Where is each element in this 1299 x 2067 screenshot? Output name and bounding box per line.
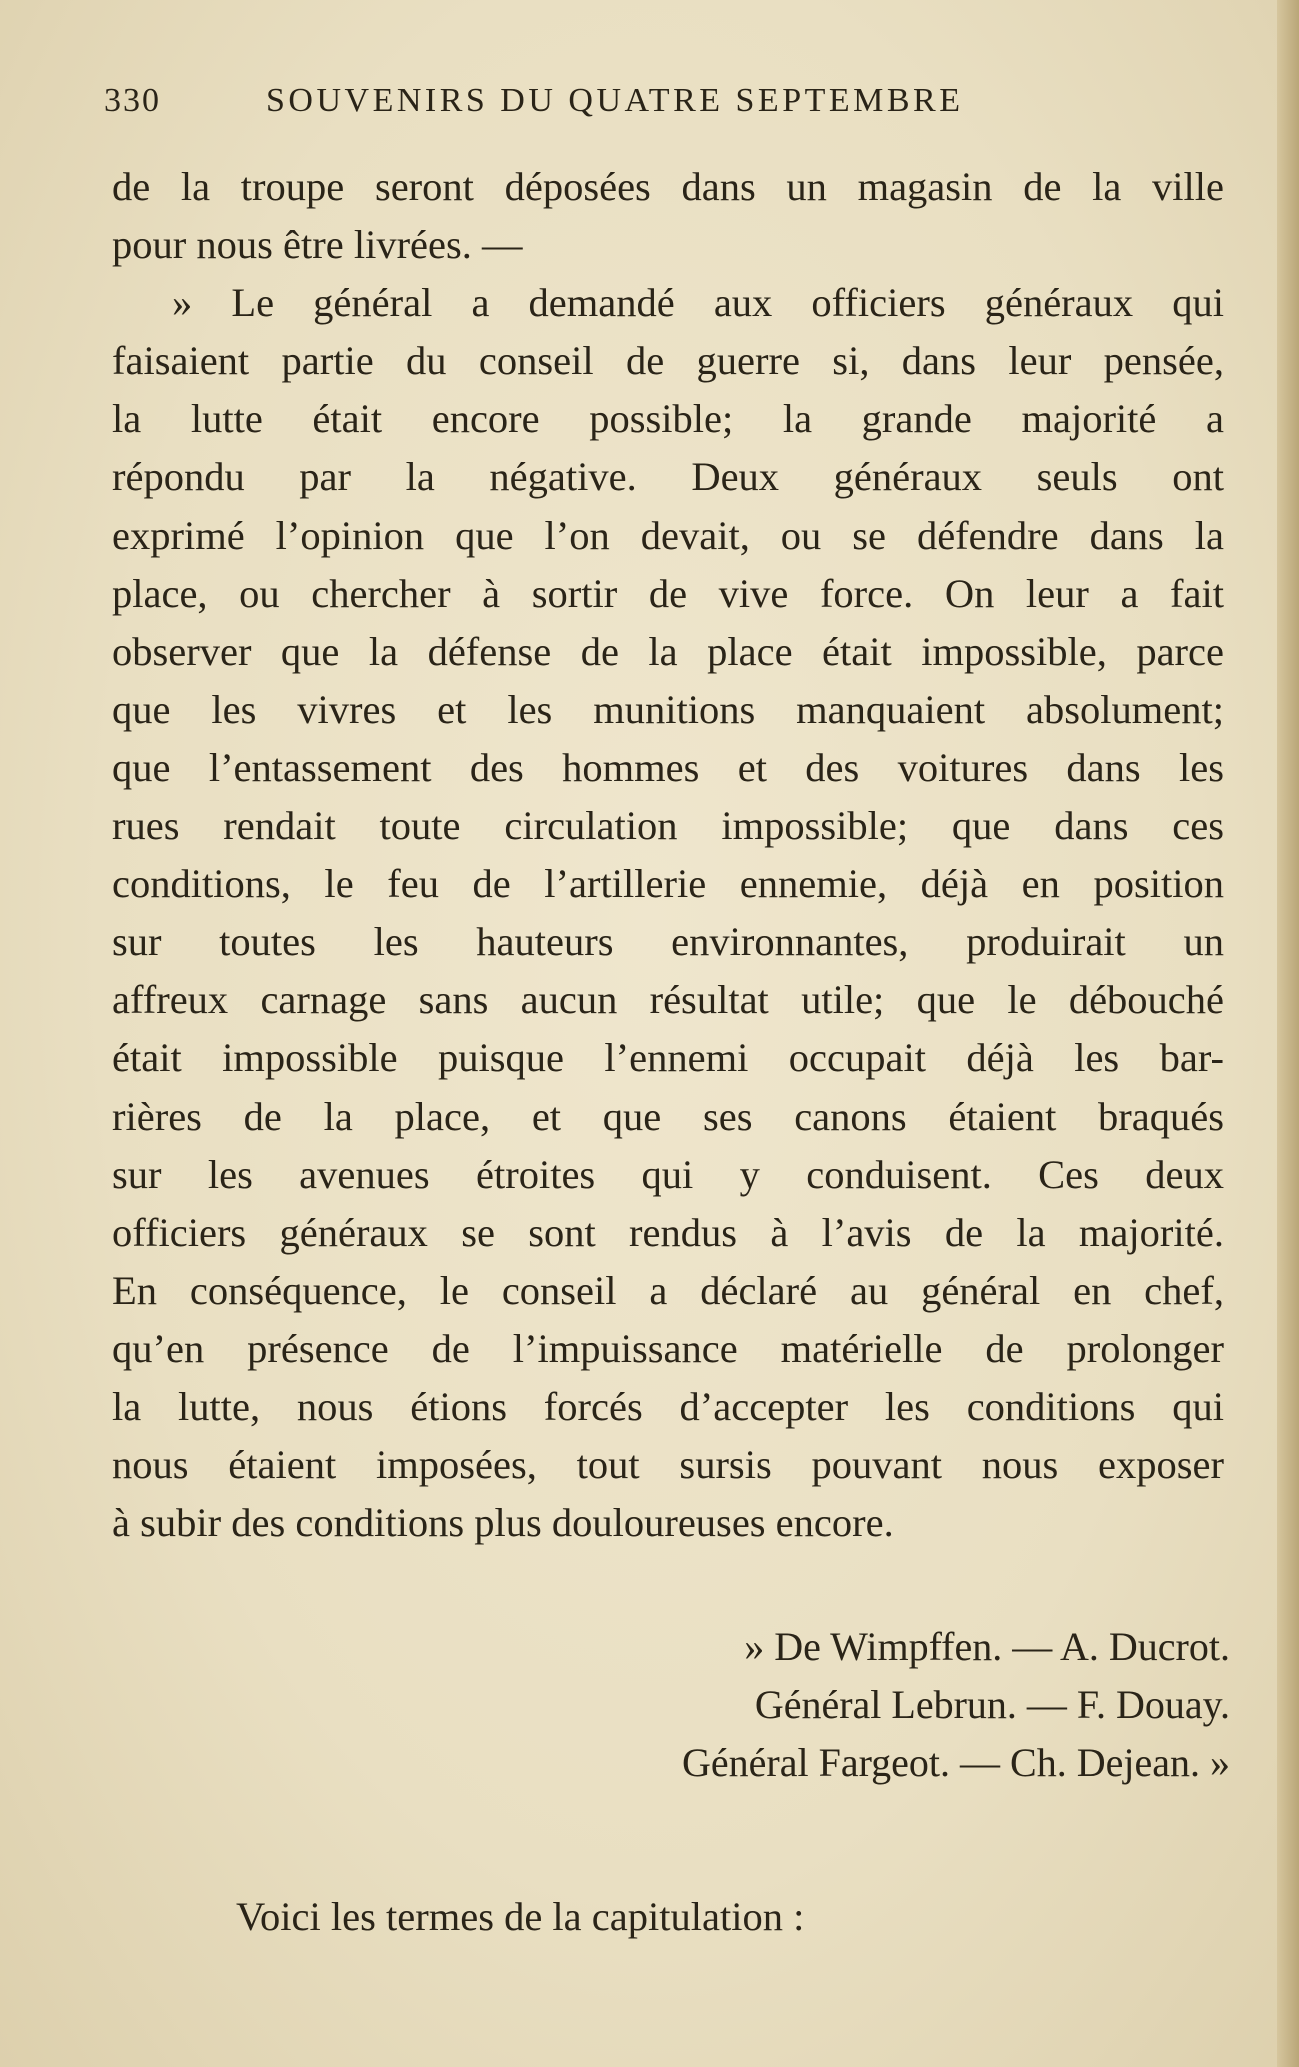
page-number: 330 <box>104 82 161 119</box>
text-line: nous étaient imposées, tout sursis pouvant nous exposer <box>112 1442 1224 1488</box>
text-line: En conséquence, le conseil a déclaré au général en chef, <box>112 1267 1224 1313</box>
text-line: la lutte était encore possible; la grande majorité a <box>112 396 1224 442</box>
text-line: à subir des conditions plus douloureuses encore. <box>112 1500 894 1546</box>
text-line: » Le général a demandé aux officiers généraux qui <box>172 280 1224 326</box>
signature-line: » De Wimpffen. — A. Ducrot. <box>744 1624 1230 1669</box>
text-line: place, ou chercher à sortir de vive force. On leur a fait <box>112 570 1224 616</box>
text-line: faisaient partie du conseil de guerre si, dans leur pensée, <box>112 338 1224 384</box>
text-line: de la troupe seront déposées dans un magasin de la ville <box>112 164 1224 209</box>
text-line: exprimé l’opinion que l’on devait, ou se défendre dans la <box>112 512 1224 558</box>
text-line: rues rendait toute circulation impossible; que dans ces <box>112 803 1224 849</box>
page-edge <box>1277 0 1299 2067</box>
signature-line: Général Lebrun. — F. Douay. <box>754 1682 1230 1727</box>
text-line: sur toutes les hauteurs environnantes, produirait un <box>112 919 1224 965</box>
text-line: officiers généraux se sont rendus à l’avis de la majorité. <box>112 1209 1224 1255</box>
closing-line: Voici les termes de la capitulation : <box>236 1894 805 1939</box>
signature-line: Général Fargeot. — Ch. Dejean. » <box>682 1740 1230 1785</box>
text-line: conditions, le feu de l’artillerie ennemie, déjà en position <box>112 861 1224 907</box>
text-line: rières de la place, et que ses canons étaient braqués <box>112 1093 1224 1139</box>
text-line: que l’entassement des hommes et des voitures dans les <box>112 744 1224 790</box>
text-line: que les vivres et les munitions manquaient absolument; <box>112 686 1224 732</box>
text-line: affreux carnage sans aucun résultat utile; que le débouché <box>112 977 1224 1023</box>
text-line: qu’en présence de l’impuissance matérielle de prolonger <box>112 1325 1224 1371</box>
page-header <box>104 82 1104 132</box>
text-line: répondu par la négative. Deux généraux seuls ont <box>112 454 1224 500</box>
text-line: était impossible puisque l’ennemi occupait déjà les bar- <box>112 1035 1224 1081</box>
text-line: la lutte, nous étions forcés d’accepter les conditions qui <box>112 1383 1224 1429</box>
text-line: observer que la défense de la place était impossible, parce <box>112 628 1224 674</box>
signature-block <box>590 1618 1230 1792</box>
text-line: sur les avenues étroites qui y conduisent. Ces deux <box>112 1151 1224 1197</box>
text-line: pour nous être livrées. — <box>112 222 523 268</box>
body-text <box>112 158 1224 1552</box>
running-title: SOUVENIRS DU QUATRE SEPTEMBRE <box>266 82 964 119</box>
